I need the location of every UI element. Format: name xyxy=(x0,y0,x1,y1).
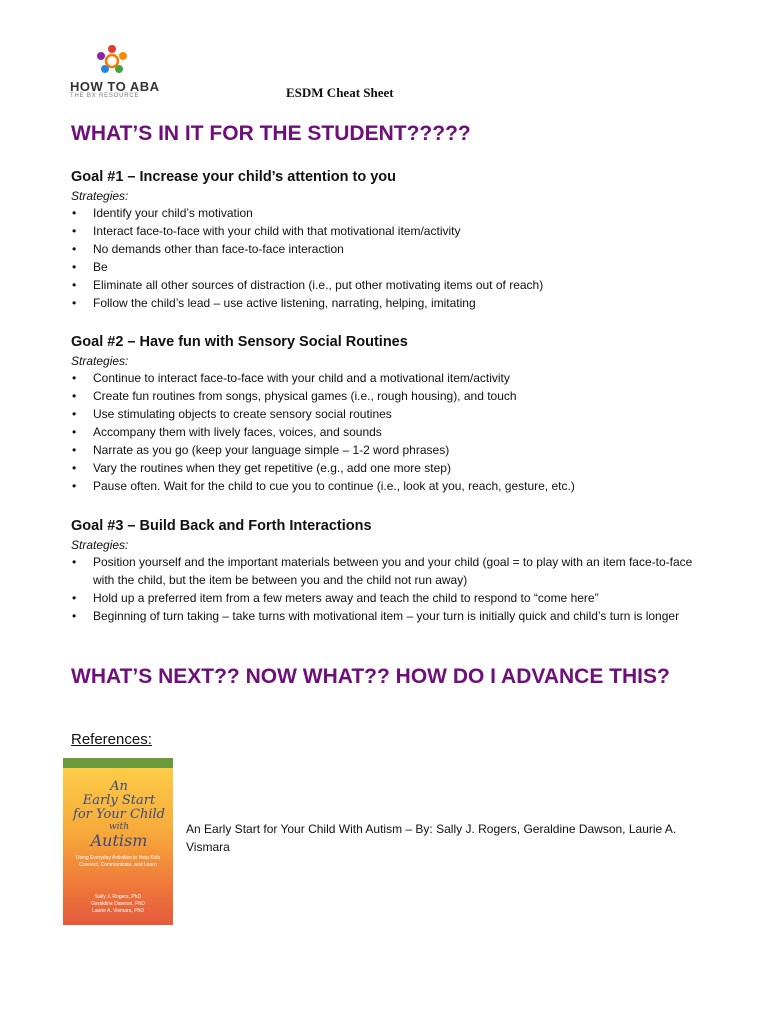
list-item: • Hold up a preferred item from a few meters away and teach the child to respond to “come here” xyxy=(71,589,711,607)
document-title: ESDM Cheat Sheet xyxy=(286,85,394,100)
list-item: • No demands other than face-to-face interaction xyxy=(71,240,711,258)
logo-subtitle: THE BX RESOURCE xyxy=(70,93,140,99)
book-title-line: for Your Child xyxy=(73,807,165,822)
list-item: • Use stimulating objects to create sensory social routines xyxy=(71,405,711,423)
list-item: • Vary the routines when they get repetitive (e.g., add one more step) xyxy=(71,459,711,477)
goal-2-title: Goal #2 – Have fun with Sensory Social Routines xyxy=(71,334,408,350)
book-author: Sally J. Rogers, PhD xyxy=(94,894,142,900)
book-title-line: with xyxy=(109,822,129,832)
goal-3-strategies-label: Strategies: xyxy=(71,538,129,552)
list-item: • Beginning of turn taking – take turns with motivational item – your turn is initially quick and child’s turn is longer xyxy=(71,607,711,625)
list-item: • Interact face-to-face with your child with that motivational item/activity xyxy=(71,222,711,240)
goal-3 xyxy=(71,518,711,625)
list-item: • Continue to interact face-to-face with your child and a motivational item/activity xyxy=(71,369,711,387)
book-author: Geraldine Dawson, PhD xyxy=(91,901,145,907)
list-item: • Pause often. Wait for the child to cue you to continue (i.e., look at you, reach, gesture, etc.) xyxy=(71,477,711,495)
book-author: Laurie A. Vismara, PhD xyxy=(92,908,144,914)
goal-1-strategies-label: Strategies: xyxy=(71,189,129,203)
next-steps-heading: WHAT’S NEXT?? NOW WHAT?? HOW DO I ADVANCE THIS? xyxy=(71,665,670,688)
how-to-aba-logo xyxy=(70,44,166,100)
book-title-line: Early Start xyxy=(82,793,156,808)
references-label: References: xyxy=(71,731,152,748)
goal-2 xyxy=(71,334,711,495)
book-cover-authors xyxy=(75,894,161,915)
goal-3-strategy-list xyxy=(71,553,711,625)
goal-2-strategy-list xyxy=(71,369,711,495)
list-item: • Follow the child’s lead – use active listening, narrating, helping, imitating xyxy=(71,294,711,312)
list-item: • Narrate as you go (keep your language simple – 1-2 word phrases) xyxy=(71,441,711,459)
book-title-line: Autism xyxy=(90,831,148,850)
goal-1-title: Goal #1 – Increase your child’s attention to you xyxy=(71,169,396,185)
book-cover-subtitle: Using Everyday Activities to Help Kids Connect, Communicate, and Learn xyxy=(75,855,161,868)
book-cover-image xyxy=(63,758,173,925)
list-item: • Identify your child’s motivation xyxy=(71,204,711,222)
goal-1-strategy-list xyxy=(71,204,711,312)
logo-text: HOW TO ABA xyxy=(70,79,160,94)
book-title-line: An xyxy=(110,779,128,794)
goal-3-title: Goal #3 – Build Back and Forth Interactions xyxy=(71,518,372,534)
list-item: • Eliminate all other sources of distraction (i.e., put other motivating items out of reach) xyxy=(71,276,711,294)
book-cover-band xyxy=(63,758,173,768)
people-circle-icon xyxy=(94,44,130,76)
student-heading: WHAT’S IN IT FOR THE STUDENT????? xyxy=(71,122,471,145)
goal-2-strategies-label: Strategies: xyxy=(71,354,129,368)
reference-citation: An Early Start for Your Child With Autism – By: Sally J. Rogers, Geraldine Dawson, Laurie A. Vismara xyxy=(186,822,677,854)
list-item: • Position yourself and the important materials between you and your child (goal = to play with an item face-to-face with the child, but the item be between you and the child not run away) xyxy=(71,553,711,589)
list-item: • Accompany them with lively faces, voices, and sounds xyxy=(71,423,711,441)
goal-1 xyxy=(71,169,711,312)
list-item: • Create fun routines from songs, physical games (i.e., rough housing), and touch xyxy=(71,387,711,405)
book-cover-title xyxy=(71,780,167,850)
list-item: • Be xyxy=(71,258,711,276)
